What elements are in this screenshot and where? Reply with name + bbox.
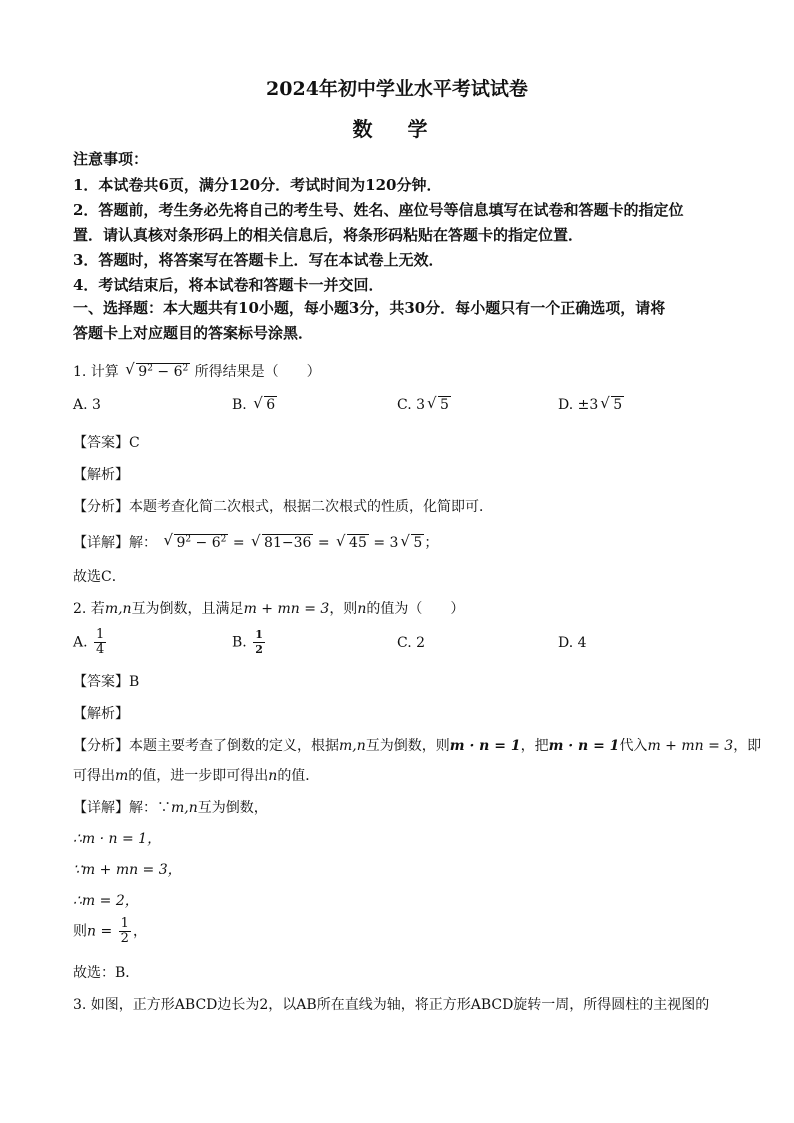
q2-step-4: 则n = $\frac{1}{2}$ ， [73, 916, 147, 946]
q2-option-c: C. 2 [397, 635, 426, 651]
exam-title: 2024年初中学业水平考试试卷 [266, 78, 528, 100]
q2-step-3: ∴m = 2， [73, 893, 139, 909]
notice-item-4: 4．考试结束后，将本试卷和答题卡一并交回． [73, 276, 384, 294]
notice-item-2: 2．答题前，考生务必先将自己的考生号、姓名、座位号等信息填写在试卷和答题卡的指定位 [73, 201, 684, 219]
q2-detail-line1: 【详解】解：∵m,n互为倒数， [73, 800, 268, 816]
q2-analysis-head: 【解析】 [73, 706, 129, 722]
section-heading-line2: 答题卡上对应题目的答案标号涂黑． [73, 324, 314, 342]
q1-answer: 【答案】C [73, 435, 140, 451]
q1-option-b: B. √ 6 [232, 397, 277, 413]
q2-option-a: A. $\frac{1}{4}$ [73, 627, 105, 657]
q2-conclusion: 故选：B． [73, 965, 140, 981]
q2-fenxi-line2: 可得出m的值，进一步即可得出n的值． [73, 768, 320, 784]
q3-stem: 3. 如图，正方形ABCD边长为2，以AB所在直线为轴，将正方形ABCD旋转一周，所得圆柱的主视图的 [73, 997, 710, 1013]
q1-fenxi: 【分析】本题考查化简二次根式，根据二次根式的性质，化简即可． [73, 499, 493, 515]
q2-step-2: ∵m + mn = 3， [73, 862, 182, 878]
q1-prefix: 1. 计算 [73, 364, 119, 380]
q2-answer: 【答案】B [73, 674, 140, 690]
q2-option-b: B. $\frac{1}{2}$ [232, 628, 263, 656]
notice-item-1: 1．本试卷共6页，满分120分．考试时间为120分钟． [73, 176, 442, 194]
q1-option-c: C. 3√ 5 [397, 397, 451, 413]
notice-heading: 注意事项： [73, 150, 149, 168]
q1-option-d: D. ±3√ 5 [558, 397, 624, 413]
q1-suffix: 所得结果是（ ） [194, 364, 321, 380]
q1-stem [73, 361, 321, 381]
subject-title: 数 学 [352, 117, 442, 141]
q2-option-d: D. 4 [558, 635, 587, 651]
q2-step-1: ∴m · n = 1， [73, 831, 162, 847]
section-heading-line1: 一、选择题：本大题共有10小题，每小题3分，共30分．每小题只有一个正确选项，请将 [73, 299, 666, 317]
notice-item-3: 3．答题时，将答案写在答题卡上．写在本试卷上无效． [73, 251, 444, 269]
q1-option-a: A. 3 [73, 397, 101, 413]
q2-fenxi-line1: 【分析】本题主要考查了倒数的定义，根据m,n互为倒数，则m · n = 1，把m · n = 1代入m + mn = 3，即 [73, 738, 762, 754]
q1-analysis-head: 【解析】 [73, 467, 129, 483]
q1-conclusion: 故选C． [73, 569, 126, 585]
q1-radical: √ $9^2 - 6^2$ [125, 363, 190, 380]
notice-item-2-cont: 置．请认真核对条形码上的相关信息后，将条形码粘贴在答题卡的指定位置． [73, 226, 584, 244]
q1-detail: 【详解】解： √ $9^2 - 6^2$ = √ 81−36 = √ 45 = 3√ 5 ； [73, 532, 438, 552]
q2-stem: 2. 若m,n互为倒数，且满足m + mn = 3，则n的值为（ ） [73, 601, 465, 617]
